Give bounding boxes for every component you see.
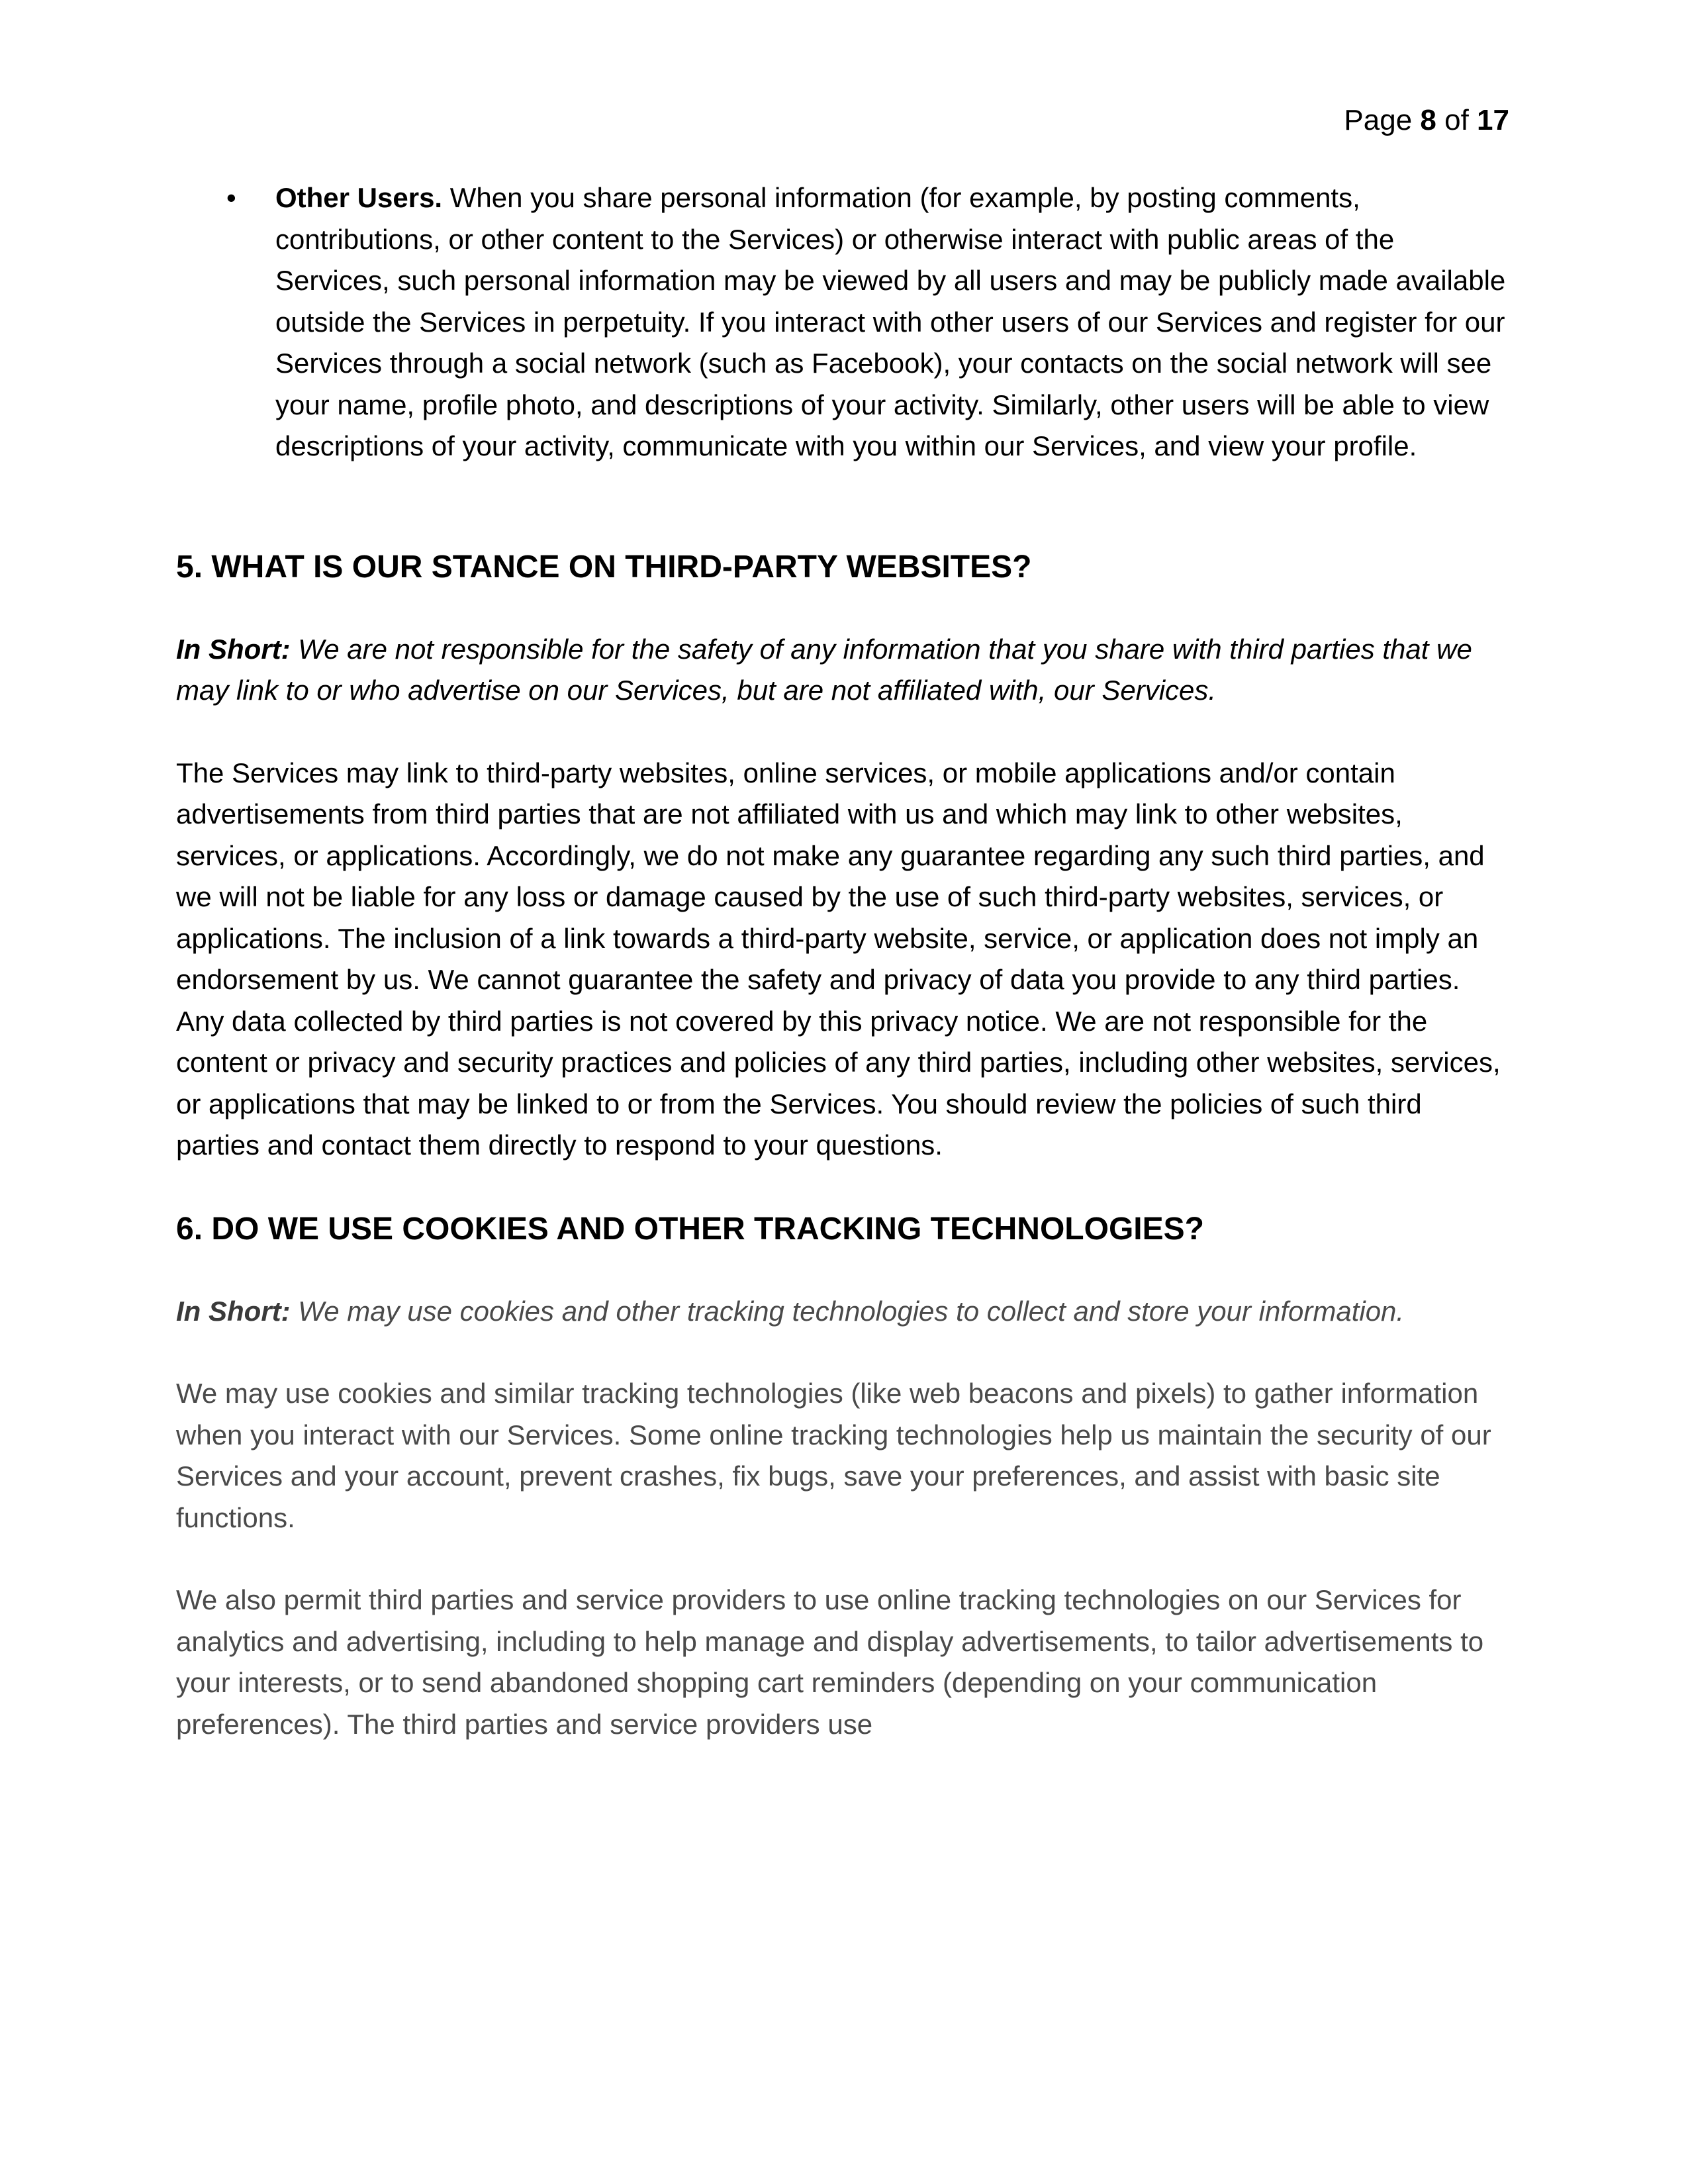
in-short-text: We may use cookies and other tracking technologies to collect and store your information. [290, 1295, 1405, 1327]
section-5-heading: 5. WHAT IS OUR STANCE ON THIRD-PARTY WEBSITES? [176, 549, 1032, 585]
in-short-label: In Short: [176, 1295, 291, 1327]
page-number-prefix: Page [1344, 104, 1421, 136]
list-item-other-users [176, 177, 1508, 467]
page-number-current: 8 [1420, 104, 1436, 136]
section-6-paragraph-2: We also permit third parties and service providers to use online tracking technologies on our Services for analytics and advertising, including to help manage and display advertisements, to tailor advertisements to your interests, or to send abandoned shopping cart reminders (depending on your communication preferences). The third parties and service providers use [176, 1584, 1484, 1740]
section-6-heading: 6. DO WE USE COOKIES AND OTHER TRACKING TECHNOLOGIES? [176, 1211, 1204, 1247]
section-5-paragraph: The Services may link to third-party websites, online services, or mobile applications and/or contain advertisements from third parties that are not affiliated with us and which may link to other websites, services, or applications. Accordingly, we do not make any guarantee regarding any such third parties, and we will not be liable for any loss or damage caused by the use of such third-party websites, services, or applications. The inclusion of a link towards a third-party website, service, or application does not imply an endorsement by us. We cannot guarantee the safety and privacy of data you provide to any third parties. Any data collected by third parties is not covered by this privacy notice. We are not responsible for the content or privacy and security practices and policies of any third parties, including other websites, services, or applications that may be linked to or from the Services. You should review the policies of such third parties and contact them directly to respond to your questions. [176, 757, 1501, 1161]
page-number [1344, 101, 1509, 140]
section-6-in-short [176, 1291, 1508, 1333]
page-number-total: 17 [1477, 104, 1509, 136]
section-6-paragraph-1: We may use cookies and similar tracking technologies (like web beacons and pixels) to gather information when you interact with our Services. Some online tracking technologies help us maintain the security of our Services and your account, prevent crashes, fix bugs, save your preferences, and assist with basic site functions. [176, 1378, 1491, 1533]
bullet-text: When you share personal information (for example, by posting comments, contributions, or other content to the Services) or otherwise interact with public areas of the Services, such personal information may be viewed by all users and may be publicly made available outside the Services in perpetuity. If you interact with other users of our Services and register for our Services through a social network (such as Facebook), your contacts on the social network will see your name, profile photo, and descriptions of your activity. Similarly, other users will be able to view descriptions of your activity, communicate with you within our Services, and view your profile. [275, 182, 1506, 461]
bullet-icon: • [226, 182, 236, 213]
bullet-label: Other Users. [275, 182, 443, 213]
in-short-label: In Short: [176, 633, 291, 665]
section-5-in-short [176, 629, 1508, 712]
bullet-list [176, 177, 1508, 467]
page-content [176, 177, 1508, 1745]
page-number-separator: of [1436, 104, 1477, 136]
in-short-text: We are not responsible for the safety of any information that you share with third parties that we may link to or who advertise on our Services, but are not affiliated with, our Services. [176, 633, 1472, 706]
